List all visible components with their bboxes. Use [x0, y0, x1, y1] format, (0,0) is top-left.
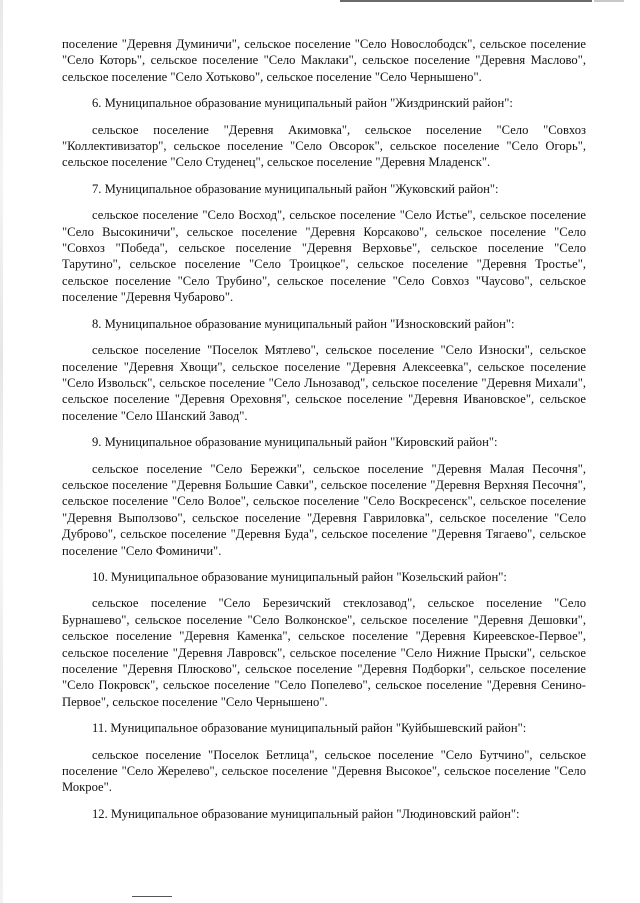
section-12-heading: 12. Муниципальное образование муниципальный район "Людиновский район":: [92, 806, 520, 821]
section-11-body: сельское поселение "Поселок Бетлица", сельское поселение "Село Бутчино", сельское поселение "Село Жерелево", сельское поселение "Деревня Высокое", сельское поселение "Село Мокрое".: [62, 747, 586, 795]
header-rule: [340, 0, 592, 2]
section-11-heading: 11. Муниципальное образование муниципальный район "Куйбышевский район":: [92, 721, 527, 736]
section-6-body: сельское поселение "Деревня Акимовка", сельское поселение "Село "Совхоз "Коллективизатор", сельское поселение "Село Овсорок", сельское поселение "Село Огорь", сельское поселение "Село Студенец", сельское поселение "Деревня Младенск".: [62, 122, 586, 170]
section-8-heading: 8. Муниципальное образование муниципальный район "Износковский район":: [92, 316, 515, 331]
section-8-body: сельское поселение "Поселок Мятлево", сельское поселение "Село Износки", сельское поселение "Деревня Хвощи", сельское поселение "Деревня Алексеевка", сельское поселение "Село Извольск", сельское поселение "Село Льнозавод", сельское поселение "Деревня Михали", сельское поселение "Деревня Ореховня", сельское поселение "Деревня Ивановское", сельское поселение "Село Шанский Завод".: [62, 343, 586, 423]
section-7-body: сельское поселение "Село Восход", сельское поселение "Село Истье", сельское поселение "Село Высокиничи", сельское поселение "Деревня Корсаково", сельское поселение "Село "Совхоз "Победа", сельское поселение "Деревня Верховье", сельское поселение "Село Тарутино", сельское поселение "Село Троицкое", сельское поселение "Деревня Тростье", сельское поселение "Село Трубино", сельское поселение "Село Совхоз "Чаусово", сельское поселение "Деревня Чубарово".: [62, 208, 586, 305]
opening-paragraph: поселение "Деревня Думиничи", сельское поселение "Село Новослободск", сельское поселение "Село Которь", сельское поселение "Село Маклаки", сельское поселение "Деревня Маслово", сельское поселение "Село Хотьково", сельское поселение "Село Чернышено".: [62, 37, 586, 84]
header-rule-tail: [594, 0, 624, 2]
section-9-body: сельское поселение "Село Бережки", сельское поселение "Деревня Малая Песочня", сельское поселение "Деревня Большие Савки", сельское поселение "Деревня Верхняя Песочня", сельское поселение "Село Волое", сельское поселение "Село Воскресенск", сельское поселение "Деревня Выползово", сельское поселение "Деревня Гавриловка", сельское поселение "Село Дуброво", сельское поселение "Деревня Буда", сельское поселение "Деревня Тягаево", сельское поселение "Село Фоминичи".: [62, 461, 586, 558]
section-7-heading: 7. Муниципальное образование муниципальный район "Жуковский район":: [92, 181, 499, 196]
section-10-heading: 10. Муниципальное образование муниципальный район "Козельский район":: [92, 569, 507, 584]
document-body: [62, 36, 586, 832]
scan-edge: [0, 0, 3, 903]
section-9-heading: 9. Муниципальное образование муниципальный район "Кировский район":: [92, 435, 498, 450]
footer-rule: [132, 896, 172, 897]
section-10-body: сельское поселение "Село Березичский стеклозавод", сельское поселение "Село Бурнашево", сельское поселение "Село Волконское", сельское поселение "Деревня Дешовки", сельское поселение "Деревня Каменка", сельское поселение "Деревня Киреевское-Первое", сельское поселение "Деревня Лавровск", сельское поселение "Село Нижние Прыски", сельское поселение "Деревня Плюсково", сельское поселение "Деревня Подборки", сельское поселение "Село Покровск", сельское поселение "Село Попелево", сельское поселение "Деревня Сенино-Первое", сельское поселение "Село Чернышено".: [62, 596, 586, 709]
section-6-heading: 6. Муниципальное образование муниципальный район "Жиздринский район":: [92, 96, 513, 111]
